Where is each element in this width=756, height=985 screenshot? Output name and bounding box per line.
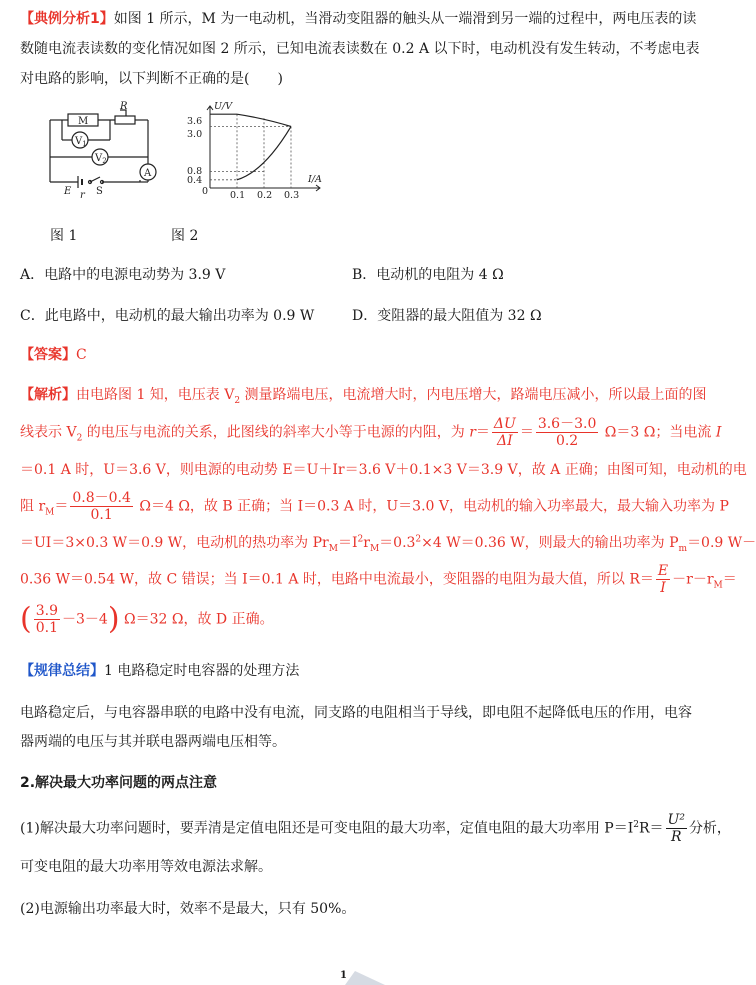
question-line-1: 【典例分析1】如图 1 所示，M 为一电动机，当滑动变阻器的触头从一端滑到另一端的过程中，两电压表的读 bbox=[20, 11, 697, 27]
option-a: A．电路中的电源电动势为 3.9 V bbox=[20, 267, 226, 283]
analysis-line-3: ＝0.1 A 时，U＝3.6 V，则电源的电动势 E＝U＋Ir＝3.6 V＋0.1×3 V＝3.9 V，故 A 正确；由图可知，电动机的电 bbox=[20, 462, 747, 478]
option-d: D．变阻器的最大阻值为 32 Ω bbox=[352, 308, 542, 324]
ytick-0: 0 bbox=[202, 186, 209, 197]
y-axis-label: U/V bbox=[214, 101, 233, 112]
v1-label: $V_1$ bbox=[75, 136, 87, 148]
xtick-0.1: 0.1 bbox=[230, 190, 246, 201]
option-b: B．电动机的电阻为 4 Ω bbox=[352, 267, 504, 283]
ytick-0.8: 0.8 bbox=[187, 166, 203, 177]
answer: 【答案】C bbox=[20, 347, 87, 363]
ytick-0.4: 0.4 bbox=[187, 175, 203, 186]
summary-p2-line-2: 可变电阻的最大功率用等效电源法求解。 bbox=[20, 859, 272, 875]
analysis-line-5: ＝UI＝3×0.3 W＝0.9 W，电动机的热功率为 $Pr_M=I^2r_M=0.3^2\times 4$ W＝0.36 W，则最大的输出功率为 $P_m=0.9$ W－ bbox=[20, 534, 756, 554]
example-tag: 【典例分析1】 bbox=[20, 11, 114, 27]
emf-label: E bbox=[64, 186, 72, 197]
ytick-3.0: 3.0 bbox=[187, 129, 203, 140]
summary-p1-line-2: 器两端的电压与其并联电器两端电压相等。 bbox=[20, 734, 286, 750]
summary-p3: (2)电源输出功率最大时，效率不是最大，只有 50%。 bbox=[20, 901, 356, 917]
analysis-line-2: 线表示 $V_2$ 的电压与电流的关系，此图线的斜率大小等于电源的内阻，为 r＝ $\frac{\Delta U}{\Delta I}$ ＝ $\frac{3.6-3.0}{0.2}$ Ω＝3 Ω；当电流 I bbox=[20, 416, 722, 449]
summary-heading: 【规律总结】1 电路稳定时电容器的处理方法 bbox=[20, 663, 300, 679]
series-1-curve bbox=[237, 114, 291, 126]
ammeter-label: A bbox=[144, 168, 152, 179]
summary-p2-line-1: (1)解决最大功率问题时，要弄清是定值电阻还是可变电阻的最大功率，定值电阻的最大功率用 $P=I^2R=$ $\frac{\text{U²}}{R}$ 分析， bbox=[20, 812, 731, 845]
rheostat-label: R bbox=[120, 101, 128, 112]
switch-label: S bbox=[96, 186, 103, 197]
internal-r-label: r bbox=[80, 190, 85, 201]
figure-1-caption: 图 1 bbox=[50, 228, 78, 244]
section-heading-2: 2.解决最大功率问题的两点注意 bbox=[20, 775, 218, 791]
analysis-line-6: 0.36 W＝0.54 W，故 C 错误；当 I＝0.1 A 时，电路中电流最小，变阻器的电阻为最大值，所以 R＝ $\frac{E}{I}$ $-r-r_M=$ bbox=[20, 563, 737, 596]
footer-decoration bbox=[345, 971, 385, 985]
motor-label: M bbox=[78, 116, 89, 127]
question-line-3: 对电路的影响，以下判断不正确的是( ) bbox=[20, 71, 283, 87]
summary-p1-line-1: 电路稳定后，与电容器串联的电路中没有电流，同支路的电阻相当于导线，即电阻不起降低电压的作用，电容 bbox=[20, 705, 692, 721]
x-axis-label: I/A bbox=[308, 174, 322, 185]
option-c: C．此电路中，电动机的最大输出功率为 0.9 W bbox=[20, 308, 315, 324]
circuit-diagram bbox=[40, 102, 170, 202]
analysis-line-4: 阻 $r_M=$ $\frac{0.8-0.4}{0.1}$ Ω＝4 Ω，故 B 正确；当 I＝0.3 A 时，U＝3.0 V，电动机的输入功率最大，最大输入功率为 P bbox=[20, 490, 729, 523]
question-line-2: 数随电流表读数的变化情况如图 2 所示，已知电流表读数在 0.2 A 以下时，电动机没有发生转动，不考虑电表 bbox=[20, 41, 700, 57]
analysis-line-7: ( $\frac{3.9}{0.1}$ －3－4) Ω＝32 Ω，故 D 正确。 bbox=[20, 601, 274, 637]
page-number: 1 bbox=[340, 970, 347, 981]
ytick-3.6: 3.6 bbox=[187, 116, 203, 127]
figure-2-caption: 图 2 bbox=[171, 228, 199, 244]
analysis-line-1: 【解析】由电路图 1 知，电压表 $V_2$ 测量路端电压，电流增大时，内电压增大，路端电压减小，所以最上面的图 bbox=[20, 387, 707, 406]
ui-graph bbox=[180, 100, 340, 200]
xtick-0.3: 0.3 bbox=[284, 190, 300, 201]
xtick-0.2: 0.2 bbox=[257, 190, 273, 201]
v2-label: $V_2$ bbox=[95, 153, 107, 165]
